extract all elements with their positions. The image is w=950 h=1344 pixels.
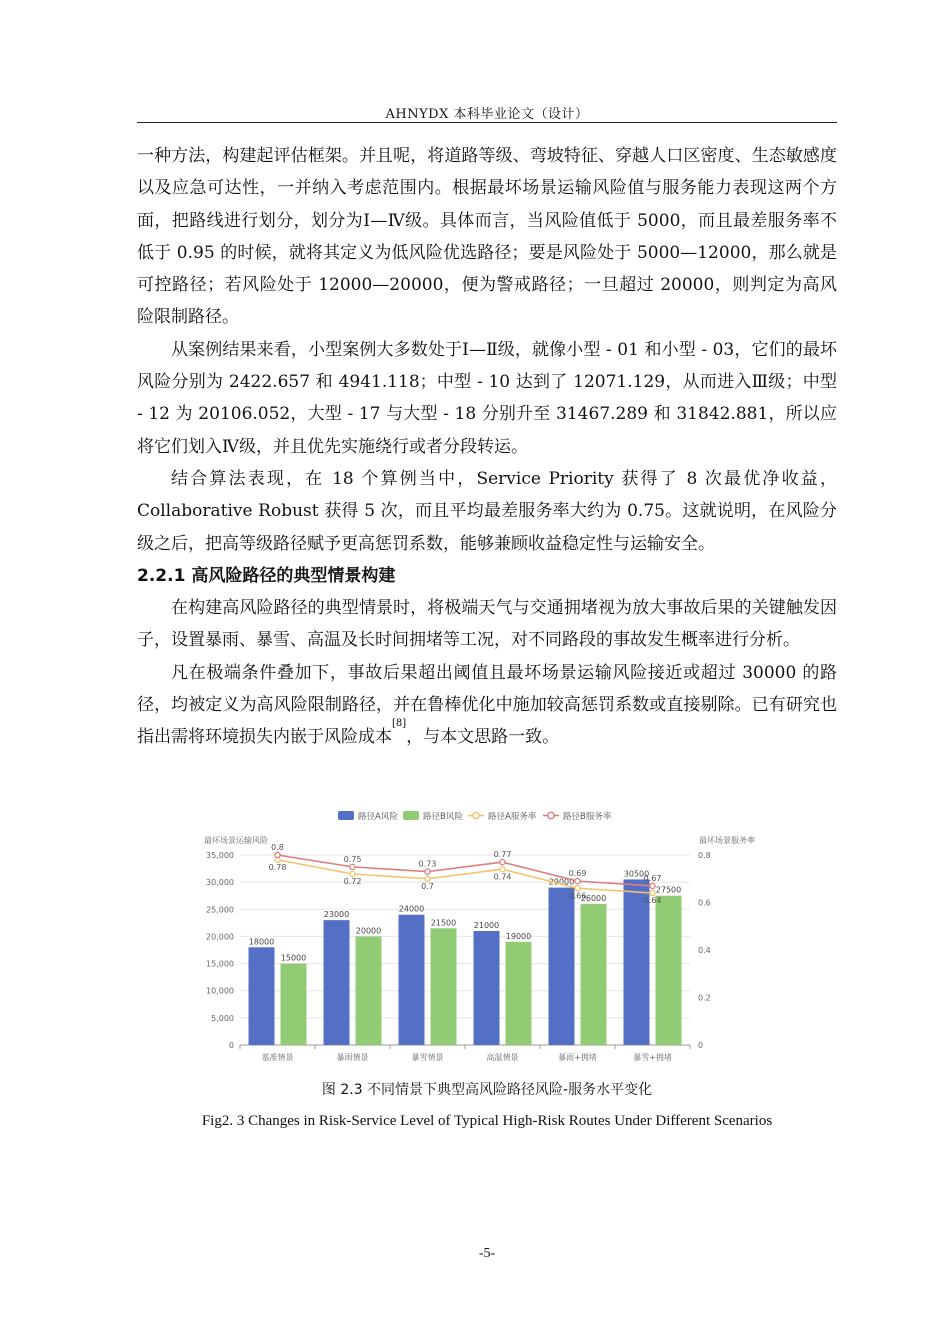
line-value-label: 0.7 xyxy=(421,881,434,891)
bar-value-label: 15000 xyxy=(280,953,307,963)
section-heading: 2.2.1 高风险路径的典型情景构建 xyxy=(137,565,396,586)
line-point xyxy=(350,864,355,869)
line-point xyxy=(425,869,430,874)
bar-value-label: 21000 xyxy=(473,921,500,930)
legend-swatch xyxy=(548,812,554,818)
line-value-label: 0.67 xyxy=(643,873,662,883)
line-value-label: 0.77 xyxy=(493,850,512,860)
bar-value-label: 20000 xyxy=(355,926,382,936)
bar-value-label: 27500 xyxy=(655,885,682,895)
line-value-label: 0.73 xyxy=(418,859,437,869)
service-line xyxy=(278,860,653,893)
page-number: -5- xyxy=(478,1246,496,1261)
y-tick-right: 0.6 xyxy=(698,898,711,908)
paragraph-5 xyxy=(137,657,837,754)
bar xyxy=(581,904,607,1045)
paragraph-2: 从案例结果来看，小型案例大多数处于Ⅰ—Ⅱ级，就像小型 - 01 和小型 - 03，它们的最坏风险分别为 2422.657 和 4941.118；中型 - 10 达到了 12071.129，从而进入Ⅲ级；中型 - 12 为 20106.052，大型 - 17 与大型 - 18 分别升至 31467.289 和 31842.881，所以应将它们划入Ⅳ级，并且优先实施绕行或者分段转运。 xyxy=(137,339,837,457)
x-tick-label: 暴雪+拥堵 xyxy=(633,1053,672,1062)
y-tick-left: 15,000 xyxy=(206,959,234,969)
legend-label: 路径B风险 xyxy=(423,812,463,822)
y-tick-left: 20,000 xyxy=(206,932,234,942)
bar-value-label: 30500 xyxy=(623,869,650,879)
line-value-label: 0.8 xyxy=(271,843,284,852)
x-tick-label: 暴雨情景 xyxy=(336,1053,369,1062)
y-tick-right: 0.4 xyxy=(698,946,711,955)
y-axis-right-title: 最坏场景服务率 xyxy=(699,836,755,845)
y-tick-right: 0.2 xyxy=(698,993,711,1003)
bar-value-label: 23000 xyxy=(323,910,350,920)
line-value-label: 0.75 xyxy=(343,854,362,864)
figure-caption-cn: 图 2.3 不同情景下典型高风险路径风险-服务水平变化 xyxy=(321,1082,653,1098)
line-point xyxy=(575,886,580,891)
chart-svg xyxy=(190,800,770,1072)
line-point xyxy=(350,871,355,876)
x-tick-label: 高温情景 xyxy=(486,1053,519,1062)
y-tick-left: 25,000 xyxy=(206,905,234,915)
paragraph-1: 一种方法，构建起评估框架。并且呢，将道路等级、弯坡特征、穿越人口区密度、生态敏感度以及应急可达性，一并纳入考虑范围内。根据最坏场景运输风险值与服务能力表现这两个方面，把路线进行划分，划分为Ⅰ—Ⅳ级。具体而言，当风险值低于 5000，而且最差服务率不低于 0.95 的时候，就将其定义为低风险优选路径；要是风险处于 5000—12000，那么就是可控路径；若风险处于 12000—20000，便为警戒路径；一旦超过 20000，则判定为高风险限制路径。 xyxy=(137,146,837,328)
paragraph-5-tail: ，与本文思路一致。 xyxy=(406,727,560,748)
line-value-label: 0.66 xyxy=(568,891,587,901)
line-point xyxy=(275,852,280,857)
bar xyxy=(474,931,500,1045)
legend-swatch xyxy=(338,811,354,820)
line-value-label: 0.72 xyxy=(343,877,362,886)
legend-swatch xyxy=(473,812,479,818)
bar-value-label: 21500 xyxy=(430,918,457,928)
y-tick-left: 35,000 xyxy=(206,851,234,860)
line-point xyxy=(650,883,655,888)
legend-swatch xyxy=(403,811,419,820)
y-axis-left-title: 最坏场景运输风险 xyxy=(204,836,268,845)
line-point xyxy=(500,860,505,865)
line-point xyxy=(575,879,580,884)
line-value-label: 0.69 xyxy=(568,869,587,879)
bar-value-label: 26000 xyxy=(580,893,607,903)
header-rule xyxy=(137,122,837,123)
risk-service-chart xyxy=(190,800,770,1072)
bar-value-label: 19000 xyxy=(505,931,532,941)
paragraph-3: 结合算法表现，在 18 个算例当中，Service Priority 获得了 8 次最优净收益，Collaborative Robust 获得 5 次，而且平均最差服务率大约为 0.75。这就说明，在风险分级之后，把高等级路径赋予更高惩罚系数，能够兼顾收益稳定性与运输安全。 xyxy=(137,468,837,554)
line-value-label: 0.64 xyxy=(643,896,662,905)
x-tick-label: 暴雨+拥堵 xyxy=(558,1053,597,1062)
y-tick-right: 0.8 xyxy=(698,851,711,860)
line-value-label: 0.74 xyxy=(493,872,512,882)
bar xyxy=(356,936,382,1045)
line-point xyxy=(500,867,505,872)
legend-label: 路径A风险 xyxy=(358,812,398,822)
line-point xyxy=(425,876,430,881)
figure-caption-en: Fig2. 3 Changes in Risk-Service Level of Typical High-Risk Routes Under Different Scenarios xyxy=(201,1113,773,1129)
y-tick-left: 30,000 xyxy=(206,878,234,888)
x-tick-label: 基准情景 xyxy=(261,1053,294,1062)
line-value-label: 0.78 xyxy=(268,862,287,872)
bar-value-label: 29000 xyxy=(548,877,575,887)
bar xyxy=(399,915,425,1045)
legend-label: 路径B服务率 xyxy=(563,812,612,822)
running-header: AHNYDX 本科毕业论文（设计） xyxy=(385,107,589,122)
bar xyxy=(281,964,307,1045)
paragraph-5-main: 凡在极端条件叠加下，事故后果超出阈值且最坏场景运输风险接近或超过 30000 的路径，均被定义为高风险限制路径，并在鲁棒优化中施加较高惩罚系数或直接剔除。已有研究也指出需将环境损失内嵌于风险成本 xyxy=(137,662,837,748)
bar-value-label: 18000 xyxy=(248,937,275,947)
y-tick-left: 5,000 xyxy=(211,1013,234,1023)
bar xyxy=(656,896,682,1045)
bar xyxy=(549,888,575,1045)
legend-label: 路径A服务率 xyxy=(488,812,537,822)
bar xyxy=(431,928,457,1045)
bar xyxy=(249,947,275,1045)
bar xyxy=(506,942,532,1045)
body-text xyxy=(137,140,837,754)
citation-ref[interactable]: [8] xyxy=(392,718,407,730)
y-tick-left: 0 xyxy=(228,1041,234,1050)
paragraph-4: 在构建高风险路径的典型情景时，将极端天气与交通拥堵视为放大事故后果的关键触发因子，设置暴雨、暴雪、高温及长时间拥堵等工况，对不同路段的事故发生概率进行分析。 xyxy=(137,598,837,651)
line-point xyxy=(650,890,655,895)
x-tick-label: 暴雪情景 xyxy=(411,1053,444,1062)
y-tick-left: 10,000 xyxy=(206,986,234,996)
bar-value-label: 24000 xyxy=(398,904,425,914)
bar xyxy=(324,920,350,1045)
y-tick-right: 0 xyxy=(698,1041,704,1050)
